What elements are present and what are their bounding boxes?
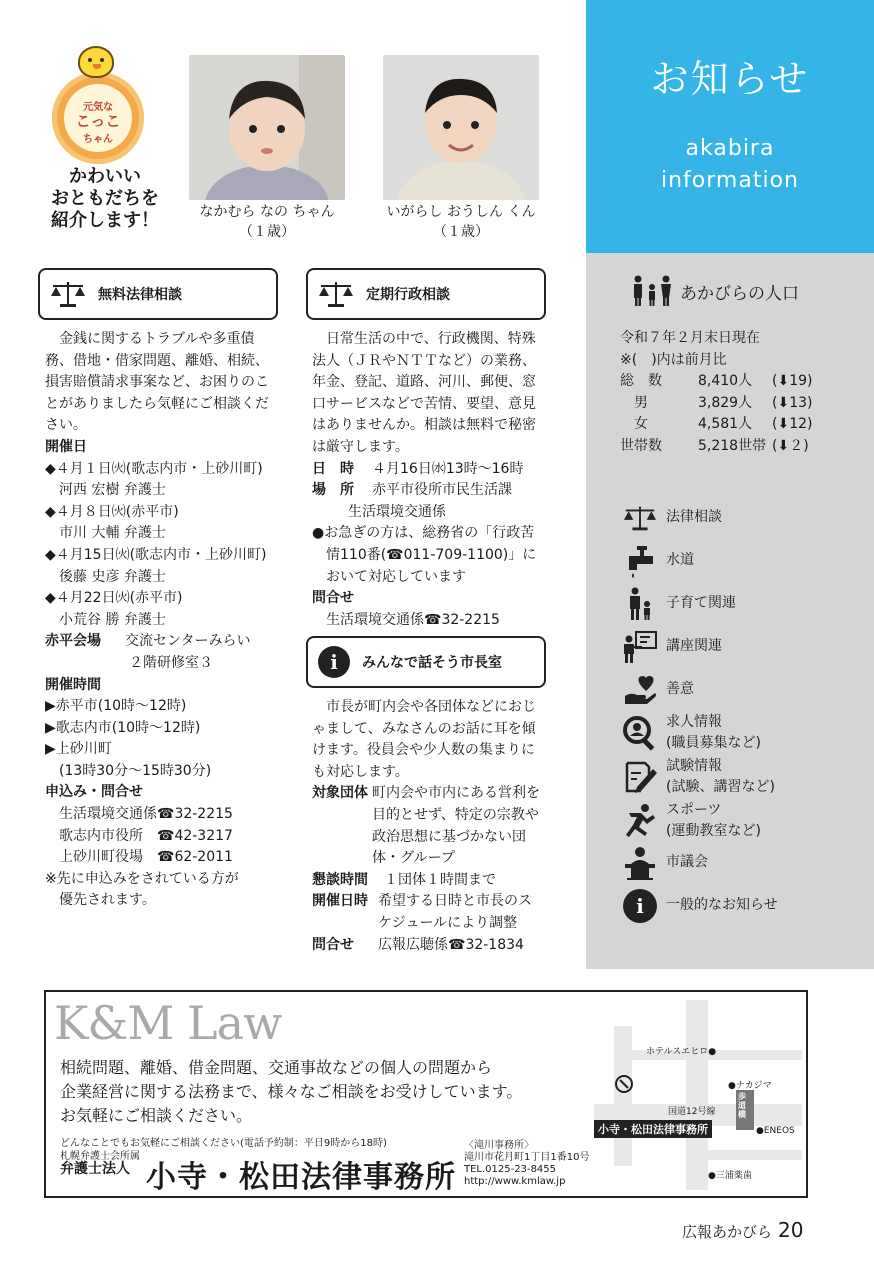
sports-icon bbox=[623, 803, 657, 839]
legend-item-legal bbox=[622, 500, 722, 536]
admin-place-value: 赤平市役所市民生活課 bbox=[372, 482, 512, 499]
population-note: ※( )内は前月比 bbox=[620, 351, 727, 368]
legend-label-water: 水道 bbox=[666, 552, 694, 568]
legal-lawyer-4: 小荒谷 勝 弁護士 bbox=[59, 611, 166, 628]
mayor-duration-value: １団体１時間まで bbox=[384, 871, 496, 888]
footer-label: 広報あかびら bbox=[682, 1223, 773, 1241]
mascot-line3: ちゃん bbox=[83, 134, 113, 145]
mayor-duration-label: 懇談時間 bbox=[312, 871, 368, 888]
mascot-text bbox=[64, 84, 132, 152]
child-photo-1 bbox=[189, 55, 345, 200]
legal-contact-tel-2: ☎42-3217 bbox=[157, 827, 233, 844]
info-icon: i bbox=[623, 889, 657, 923]
legal-time-label: 開催時間 bbox=[45, 676, 101, 693]
child-name-1: なかむら なの ちゃん bbox=[199, 204, 335, 220]
population-diff-male: (⬇13) bbox=[772, 394, 813, 411]
admin-contact-label: 問合せ bbox=[312, 590, 354, 607]
legend-item-lecture bbox=[622, 629, 722, 665]
population-diff-female: (⬇12) bbox=[772, 416, 813, 433]
sidebar-subtitle-1: akabira bbox=[685, 136, 775, 161]
ad-addr-4: http://www.kmlaw.jp bbox=[464, 1176, 566, 1187]
info-header-panel bbox=[586, 0, 874, 253]
population-label-male: 男 bbox=[620, 394, 648, 411]
legal-time-2: ▶歌志内市(10時～12時) bbox=[45, 719, 201, 736]
mayor-target-value: 町内会や市内にある営利を目的とせず、特定の宗教や政治思想に基づかない団体・グループ bbox=[372, 785, 540, 867]
ad-logo: K&M Law bbox=[54, 996, 282, 1050]
page-number: 20 bbox=[778, 1218, 804, 1242]
ad-small-print: どんなことでもお気軽にご相談ください(電話予約制：平日9時から18時) bbox=[60, 1138, 387, 1149]
mayor-contact-value: 広報広聴係☎32-1834 bbox=[378, 936, 524, 953]
ad-firm-name: 小寺・松田法律事務所 bbox=[146, 1160, 456, 1195]
admin-place-value-2: 生活環境交通係 bbox=[348, 503, 446, 520]
map-footbridge: 歩道橋 bbox=[738, 1092, 746, 1119]
faucet-icon bbox=[625, 544, 655, 578]
admin-body bbox=[312, 329, 544, 631]
map-nakajima: ●ナカジマ bbox=[728, 1081, 772, 1091]
legal-title: 無料法律相談 bbox=[98, 287, 182, 303]
legend-item-sports bbox=[622, 800, 761, 842]
legal-intro: 金銭に関するトラブルや多重債務、借地・借家問題、離婚、相続、損害賠償請求事案など、お困りのことがありましたら気軽にご相談ください。 bbox=[45, 331, 269, 434]
legend-item-council bbox=[622, 845, 708, 881]
population-value-total: 8,410人 bbox=[698, 373, 753, 390]
map-route: 国道12号線 bbox=[668, 1107, 716, 1117]
sidebar-title: お知らせ bbox=[650, 57, 810, 101]
legal-contact-tel-3: ☎62-2011 bbox=[157, 849, 233, 866]
legend-label-general: 一般的なお知らせ bbox=[666, 897, 778, 913]
legend-label-childcare: 子育て関連 bbox=[666, 595, 736, 611]
mayor-schedule-value: 希望する日時と市長のスケジュールにより調整 bbox=[378, 893, 532, 931]
child-caption-2 bbox=[371, 202, 551, 242]
ad-copy bbox=[60, 1056, 522, 1128]
scales-icon bbox=[50, 280, 86, 308]
legend-item-exams bbox=[622, 756, 775, 798]
parent-child-icon bbox=[625, 587, 655, 621]
legal-dates-label: 開催日 bbox=[45, 438, 87, 455]
map-hotel: ホテルスエヒロ● bbox=[646, 1047, 717, 1057]
intro-text: かわいい おともだちを 紹介します！ bbox=[51, 166, 159, 231]
admin-section-header bbox=[306, 268, 546, 320]
page-footer bbox=[682, 1218, 803, 1242]
legal-contact-tel-1: ☎32-2215 bbox=[157, 806, 233, 823]
chick-mascot-icon bbox=[78, 46, 114, 78]
ad-addr-2: 滝川市花月町1丁目1番10号 bbox=[464, 1152, 590, 1163]
legend-item-jobs bbox=[622, 712, 761, 754]
population-header bbox=[632, 275, 799, 307]
population-value-households: 5,218世帯 bbox=[698, 437, 767, 454]
scales-icon bbox=[623, 504, 657, 532]
admin-title: 定期行政相談 bbox=[366, 287, 450, 303]
mayor-contact-label: 問合せ bbox=[312, 936, 354, 953]
ad-text-1: 相続問題、離婚、借金問題、交通事故などの個人の問題から bbox=[60, 1058, 493, 1077]
legal-note-2: 優先されます。 bbox=[59, 892, 156, 909]
ad-affiliation bbox=[60, 1150, 140, 1176]
mascot-line2: こっこ bbox=[75, 112, 121, 130]
population-value-male: 3,829人 bbox=[698, 394, 753, 411]
admin-intro: 日常生活の中で、行政機関、特殊法人（ＪＲやＮＴＴなど）の業務、年金、登記、道路、河川、郵便、窓口サービスなどで苦情、要望、意見はありませんか。相談は無料で秘密は厳守します。 bbox=[312, 331, 536, 455]
mayor-title: みんなで話そう市長室 bbox=[362, 655, 502, 671]
population-diff-total: (⬇19) bbox=[772, 373, 813, 390]
mascot-badge bbox=[52, 72, 144, 164]
population-title: あかびらの人口 bbox=[680, 283, 799, 304]
mayor-intro: 市長が町内会や各団体などにおじゃまして、みなさんのお話に耳を傾けます。役員会や少人数の集まりにも対応します。 bbox=[312, 699, 536, 780]
job-search-icon bbox=[622, 715, 658, 751]
legal-date-3: ◆４月15日㈫(歌志内市・上砂川町) bbox=[45, 546, 267, 563]
sidebar-subtitle-2: information bbox=[661, 168, 799, 193]
population-as-of: 令和７年２月末日現在 bbox=[620, 330, 760, 346]
legal-note: ※先に申込みをされている方が bbox=[45, 870, 239, 887]
population-diff-households: (⬇２) bbox=[772, 437, 809, 454]
ad-affiliation-text: 札幌弁護士会所属 bbox=[60, 1151, 140, 1162]
ad-text-2: 企業経営に関する法務まで、様々なご相談をお受けしています。 bbox=[60, 1082, 523, 1101]
legal-contact-name-1: 生活環境交通係 bbox=[59, 806, 157, 823]
legend-label-council: 市議会 bbox=[666, 854, 708, 870]
ad-text-3: お気軽にご相談ください。 bbox=[60, 1106, 253, 1125]
legend-label-lecture: 講座関連 bbox=[666, 638, 722, 654]
legend-sub-exams: (試験、講習など) bbox=[666, 779, 775, 795]
map-eneos: ●ENEOS bbox=[756, 1126, 795, 1136]
child-age-1: （１歳） bbox=[239, 224, 295, 240]
mascot-line1: 元気な bbox=[83, 102, 113, 113]
info-icon: i bbox=[318, 646, 350, 678]
admin-urgent: ●お急ぎの方は、総務省の「行政苦情110番(☎011-709-1100)」において対応しています bbox=[312, 525, 537, 585]
ad-corp: 弁護士法人 bbox=[60, 1161, 130, 1177]
legal-venue-1: 交流センターみらい bbox=[125, 633, 251, 650]
map-graphic bbox=[594, 1000, 802, 1190]
legend-label-sports: スポーツ bbox=[666, 802, 722, 818]
legal-venue-2: ２階研修室３ bbox=[129, 654, 213, 671]
legal-venue-label: 赤平会場 bbox=[45, 633, 101, 650]
legal-contact-name-3: 上砂川町役場 bbox=[59, 849, 157, 866]
legal-lawyer-3: 後藤 史彦 弁護士 bbox=[59, 568, 166, 585]
ad-address bbox=[464, 1140, 589, 1188]
scales-icon bbox=[318, 280, 354, 308]
map-miura: ●三浦薬歯 bbox=[708, 1171, 752, 1181]
population-label-female: 女 bbox=[620, 416, 648, 433]
exam-pen-icon bbox=[623, 759, 657, 795]
child-caption-1 bbox=[177, 202, 357, 242]
legend-sub-jobs: (職員募集など) bbox=[666, 735, 761, 751]
law-firm-ad bbox=[44, 990, 808, 1198]
legal-lawyer-2: 市川 大輔 弁護士 bbox=[59, 525, 166, 542]
ad-addr-3: TEL.0125-23-8455 bbox=[464, 1164, 557, 1175]
legal-time-last: (13時30分～15時30分) bbox=[59, 762, 212, 779]
family-icon bbox=[632, 275, 672, 307]
map-office: 小寺・松田法律事務所 bbox=[594, 1120, 712, 1138]
ad-addr-1: 〈滝川事務所〉 bbox=[464, 1140, 534, 1151]
legend-label-goodwill: 善意 bbox=[666, 681, 694, 697]
legend-item-goodwill bbox=[622, 672, 694, 708]
child-photo-2 bbox=[383, 55, 539, 200]
legal-date-1: ◆４月１日㈫(歌志内市・上砂川町) bbox=[45, 460, 263, 477]
mayor-schedule-label: 開催日時 bbox=[312, 893, 368, 910]
mayor-body bbox=[312, 697, 544, 956]
admin-date-label: 日 時 bbox=[312, 460, 354, 477]
heart-hand-icon bbox=[623, 674, 657, 706]
admin-date-value: ４月16日㈬13時～16時 bbox=[372, 460, 524, 477]
legal-section-header bbox=[38, 268, 278, 320]
podium-icon bbox=[623, 846, 657, 880]
population-label-households: 世帯数 bbox=[620, 437, 662, 454]
mayor-target-label: 対象団体 bbox=[312, 785, 368, 802]
legal-contact-name-2: 歌志内市役所 bbox=[59, 827, 157, 844]
legend-item-water bbox=[622, 543, 694, 579]
legal-body bbox=[45, 329, 277, 912]
legend-item-general bbox=[622, 888, 778, 924]
legend-sub-sports: (運動教室など) bbox=[666, 823, 761, 839]
legend-item-childcare bbox=[622, 586, 736, 622]
legal-time-1: ▶赤平市(10時～12時) bbox=[45, 698, 187, 715]
mayor-section-header bbox=[306, 636, 546, 688]
child-name-2: いがらし おうしん くん bbox=[386, 204, 536, 220]
admin-place-label: 場 所 bbox=[312, 482, 354, 499]
population-table bbox=[620, 328, 812, 458]
legend-label-legal: 法律相談 bbox=[666, 509, 722, 525]
legend-label-exams: 試験情報 bbox=[666, 758, 722, 774]
legal-time-3: ▶上砂川町 bbox=[45, 741, 112, 758]
office-map bbox=[594, 1000, 802, 1190]
legend-label-jobs: 求人情報 bbox=[666, 714, 722, 730]
lecture-icon bbox=[622, 630, 658, 664]
population-value-female: 4,581人 bbox=[698, 416, 753, 433]
population-label-total: 総 数 bbox=[620, 373, 662, 390]
child-age-2: （１歳） bbox=[433, 224, 489, 240]
legal-date-4: ◆４月22日㈫(赤平市) bbox=[45, 590, 183, 607]
admin-contact-value: 生活環境交通係☎32-2215 bbox=[326, 611, 500, 628]
legal-date-2: ◆４月８日㈫(赤平市) bbox=[45, 503, 179, 520]
legal-lawyer-1: 河西 宏樹 弁護士 bbox=[59, 482, 166, 499]
legal-contact-label: 申込み・問合せ bbox=[45, 784, 143, 801]
